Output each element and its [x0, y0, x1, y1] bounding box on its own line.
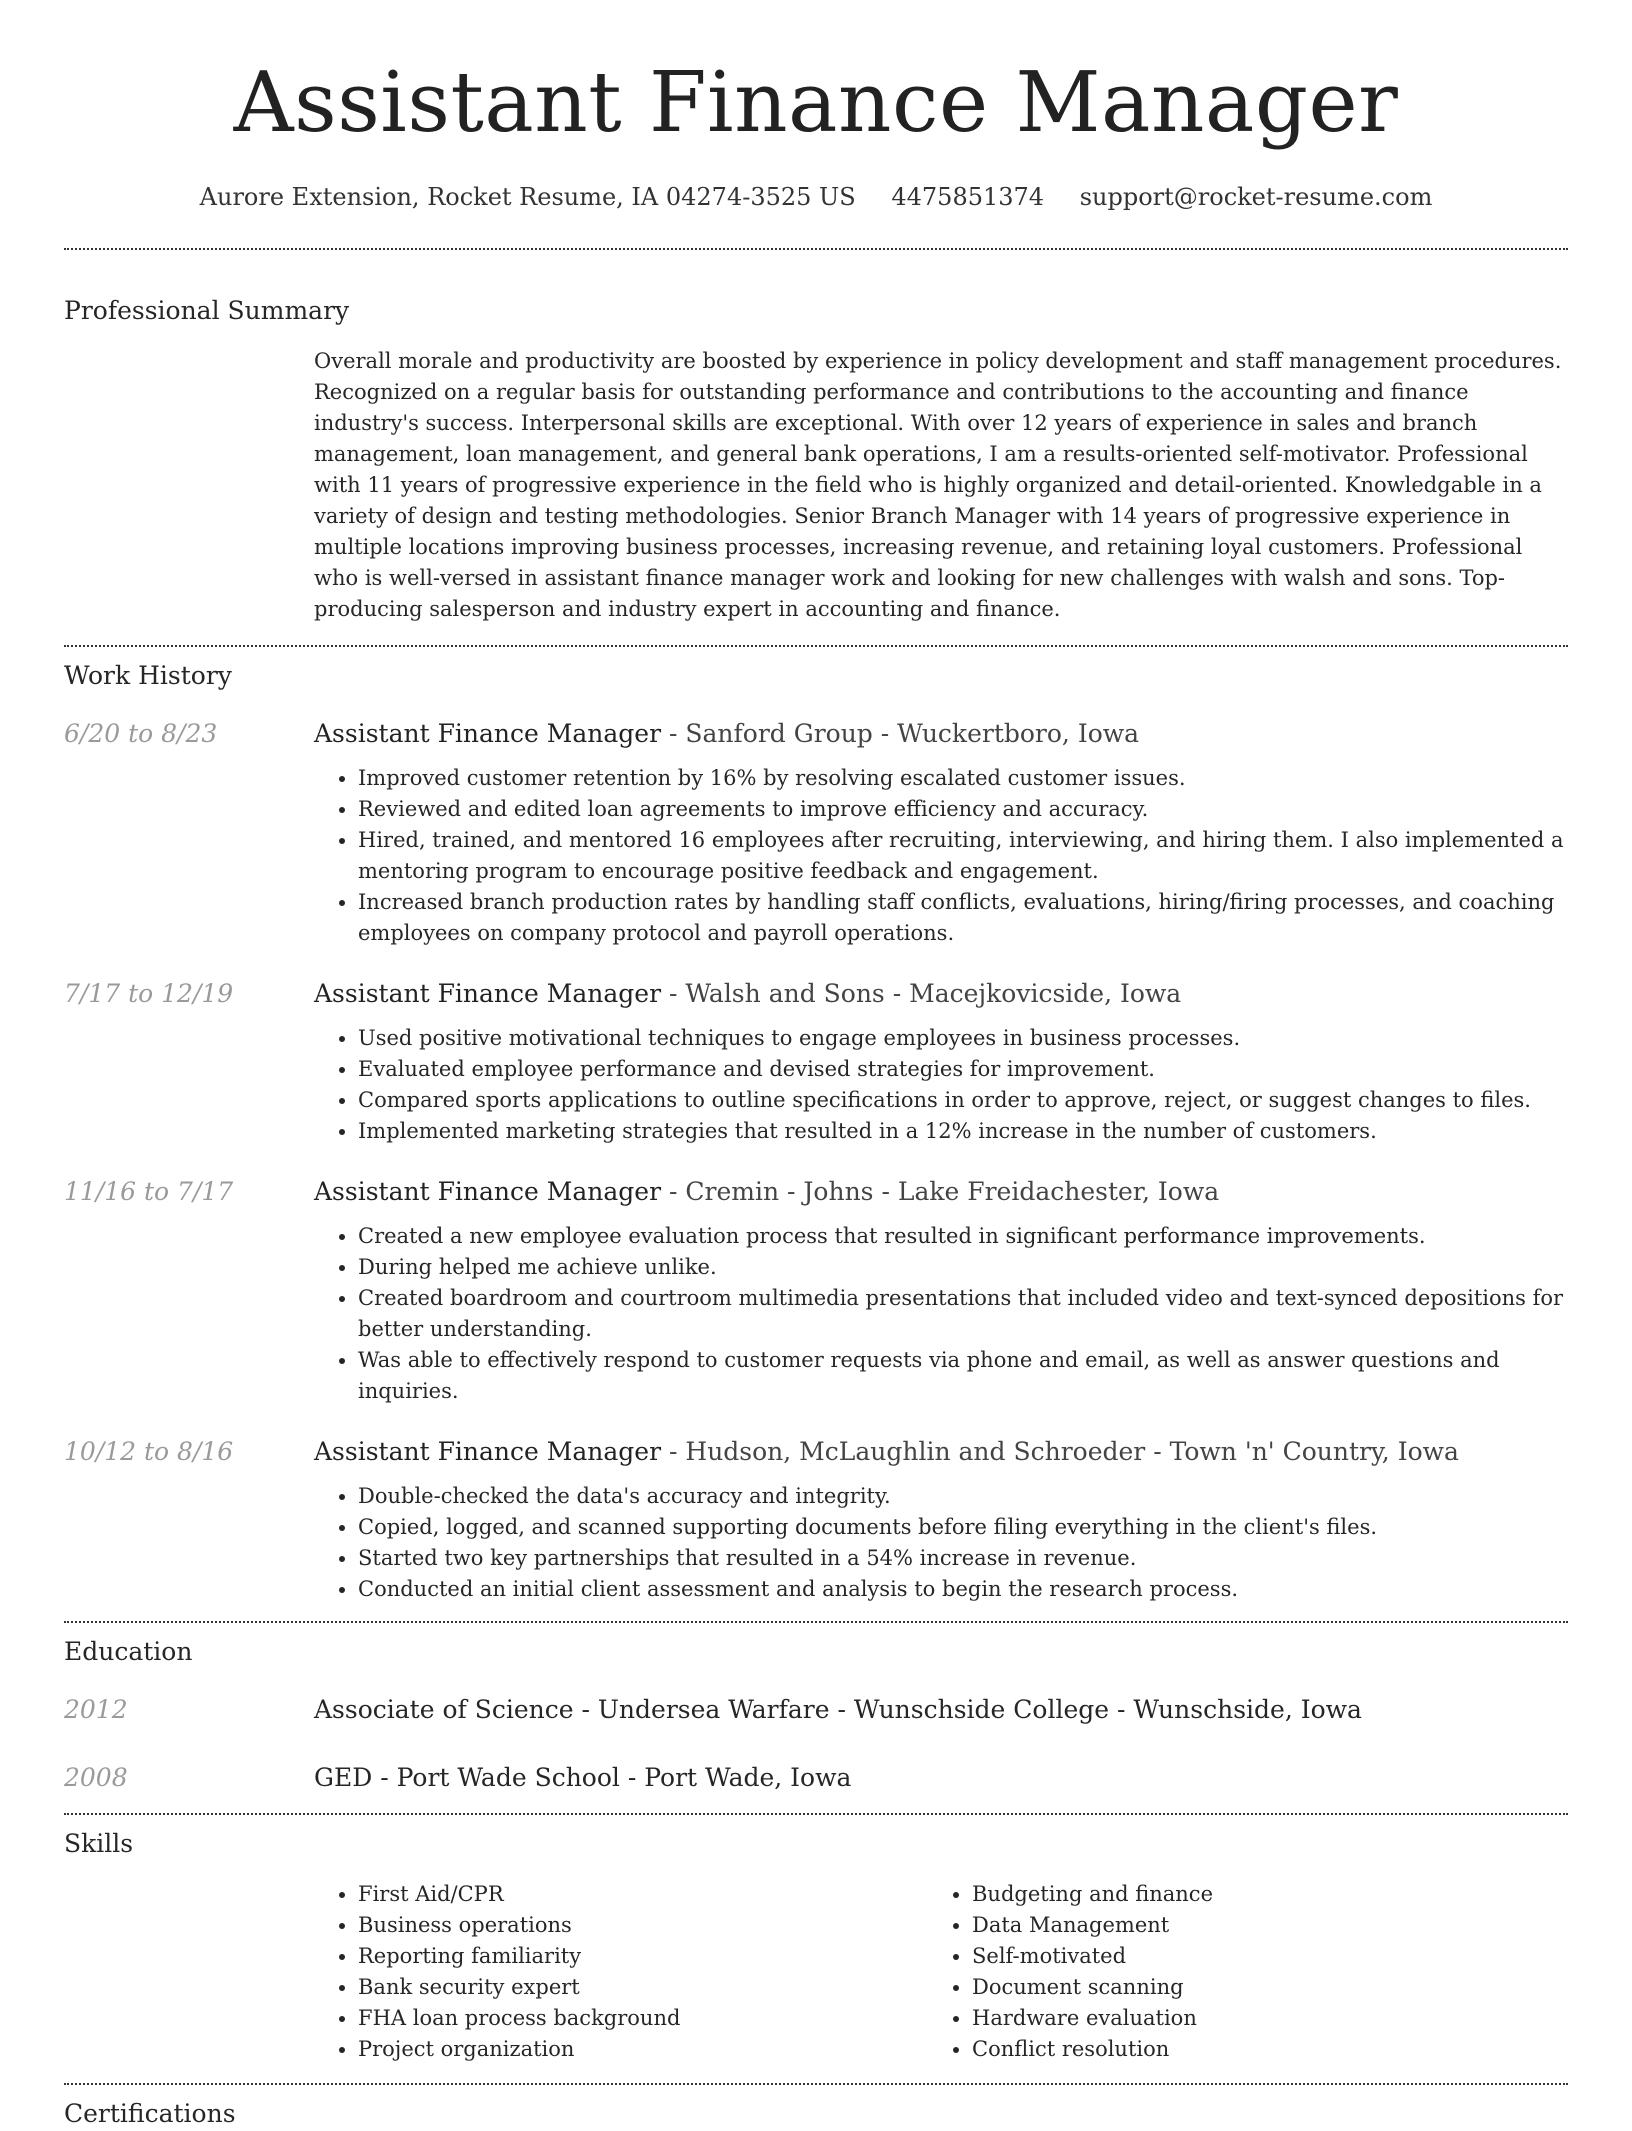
job-bullet: • Compared sports applications to outline specifications in order to approve, reject, or suggest changes to files.	[358, 1085, 1568, 1116]
job-bullet: • Copied, logged, and scanned supporting documents before filing everything in the client's files.	[358, 1512, 1568, 1543]
skill-item: • Hardware evaluation	[972, 2003, 1542, 2034]
job-dates: 10/12 to 8/16	[64, 1437, 234, 1466]
job-role: Assistant Finance Manager	[314, 719, 662, 748]
contact-email: support@rocket-resume.com	[1079, 183, 1433, 211]
education-entry	[64, 1761, 1568, 1795]
skills-list-right	[928, 1879, 1542, 2065]
job-bullets	[314, 1221, 1568, 1407]
job-role: Assistant Finance Manager	[314, 979, 662, 1008]
job-title	[314, 977, 1568, 1011]
job-employer-location: - Cremin - Johns - Lake Freidachester, Iowa	[661, 1177, 1220, 1206]
job-bullets	[314, 1481, 1568, 1605]
section-title-certifications: Certifications	[64, 2099, 236, 2128]
job-bullet: • Reviewed and edited loan agreements to improve efficiency and accuracy.	[358, 794, 1568, 825]
skill-item: • Document scanning	[972, 1972, 1542, 2003]
job-title	[314, 1175, 1568, 1209]
job-bullet: • Hired, trained, and mentored 16 employees after recruiting, interviewing, and hiring them. I also implemented a mentoring program to encourage positive feedback and engagement.	[358, 825, 1568, 887]
job-bullet: • Improved customer retention by 16% by resolving escalated customer issues.	[358, 763, 1568, 794]
job-bullet: • Evaluated employee performance and devised strategies for improvement.	[358, 1054, 1568, 1085]
job-bullet: • Implemented marketing strategies that resulted in a 12% increase in the number of customers.	[358, 1116, 1568, 1147]
job-bullet: • Used positive motivational techniques to engage employees in business processes.	[358, 1023, 1568, 1054]
job-bullet: • During helped me achieve unlike.	[358, 1252, 1568, 1283]
job-bullet: • Double-checked the data's accuracy and integrity.	[358, 1481, 1568, 1512]
education-detail: GED - Port Wade School - Port Wade, Iowa	[314, 1763, 852, 1792]
job-entry	[64, 1175, 1568, 1407]
job-dates: 11/16 to 7/17	[64, 1177, 234, 1206]
section-title-summary: Professional Summary	[64, 296, 350, 325]
job-bullet: • Started two key partnerships that resulted in a 54% increase in revenue.	[358, 1543, 1568, 1574]
summary-text: Overall morale and productivity are boosted by experience in policy development and staff management procedures. Recognized on a regular basis for outstanding performance and contributions to the accounting and finance industry's success. Interpersonal skills are exceptional. With over 12 years of experience in sales and branch management, loan management, and general bank operations, I am a results-oriented self-motivator. Professional with 11 years of progressive experience in the field who is highly organized and detail-oriented. Knowledgable in a variety of design and testing methodologies. Senior Branch Manager with 14 years of progressive experience in multiple locations improving business processes, increasing revenue, and retaining loyal customers. Professional who is well-versed in assistant finance manager work and looking for new challenges with walsh and sons. Top-producing salesperson and industry expert in accounting and finance.	[314, 349, 1562, 621]
skill-item: • Budgeting and finance	[972, 1879, 1542, 1910]
work-history-section	[0, 647, 1632, 1605]
section-title-education: Education	[64, 1637, 193, 1666]
resume-header	[0, 0, 1632, 214]
job-dates: 6/20 to 8/23	[64, 719, 218, 748]
education-section	[0, 1623, 1632, 1795]
job-role: Assistant Finance Manager	[314, 1177, 662, 1206]
job-bullet: • Increased branch production rates by handling staff conflicts, evaluations, hiring/firing processes, and coaching employees on company protocol and payroll operations.	[358, 887, 1568, 949]
job-bullet: • Conducted an initial client assessment and analysis to begin the research process.	[358, 1574, 1568, 1605]
skill-item: • Business operations	[358, 1910, 928, 1941]
education-year: 2008	[64, 1763, 128, 1792]
section-title-skills: Skills	[64, 1829, 134, 1858]
candidate-name: Assistant Finance Manager	[233, 54, 1399, 151]
job-bullet: • Created a new employee evaluation process that resulted in significant performance improvements.	[358, 1221, 1568, 1252]
education-detail: Associate of Science - Undersea Warfare - Wunschside College - Wunschside, Iowa	[314, 1695, 1362, 1724]
summary-section	[0, 250, 1632, 625]
certifications-section	[0, 2085, 1632, 2131]
education-entry	[64, 1693, 1568, 1727]
skill-item: • Project organization	[358, 2034, 928, 2065]
job-bullet: • Was able to effectively respond to customer requests via phone and email, as well as answer questions and inquiries.	[358, 1345, 1568, 1407]
skill-item: • Conflict resolution	[972, 2034, 1542, 2065]
skills-section	[0, 1815, 1632, 2065]
job-dates: 7/17 to 12/19	[64, 979, 234, 1008]
job-role: Assistant Finance Manager	[314, 1437, 662, 1466]
job-employer-location: - Sanford Group - Wuckertboro, Iowa	[661, 719, 1140, 748]
contact-address: Aurore Extension, Rocket Resume, IA 04274-3525 US	[199, 183, 856, 211]
skill-item: • Bank security expert	[358, 1972, 928, 2003]
job-title	[314, 717, 1568, 751]
skill-item: • Data Management	[972, 1910, 1542, 1941]
education-year: 2012	[64, 1695, 128, 1724]
job-employer-location: - Hudson, McLaughlin and Schroeder - Town 'n' Country, Iowa	[661, 1437, 1459, 1466]
skill-item: • Reporting familiarity	[358, 1941, 928, 1972]
job-entry	[64, 977, 1568, 1147]
job-entry	[64, 717, 1568, 949]
job-bullet: • Created boardroom and courtroom multimedia presentations that included video and text-synced depositions for better understanding.	[358, 1283, 1568, 1345]
skill-item: • Self-motivated	[972, 1941, 1542, 1972]
job-title	[314, 1435, 1568, 1469]
job-bullets	[314, 763, 1568, 949]
skill-item: • First Aid/CPR	[358, 1879, 928, 1910]
skills-grid	[314, 1879, 1568, 2065]
skills-list-left	[314, 1879, 928, 2065]
section-title-work-history: Work History	[64, 661, 232, 690]
contact-line	[0, 180, 1632, 214]
contact-phone: 4475851374	[891, 183, 1045, 211]
skill-item: • FHA loan process background	[358, 2003, 928, 2034]
job-bullets	[314, 1023, 1568, 1147]
job-employer-location: - Walsh and Sons - Macejkovicside, Iowa	[661, 979, 1182, 1008]
job-entry	[64, 1435, 1568, 1605]
